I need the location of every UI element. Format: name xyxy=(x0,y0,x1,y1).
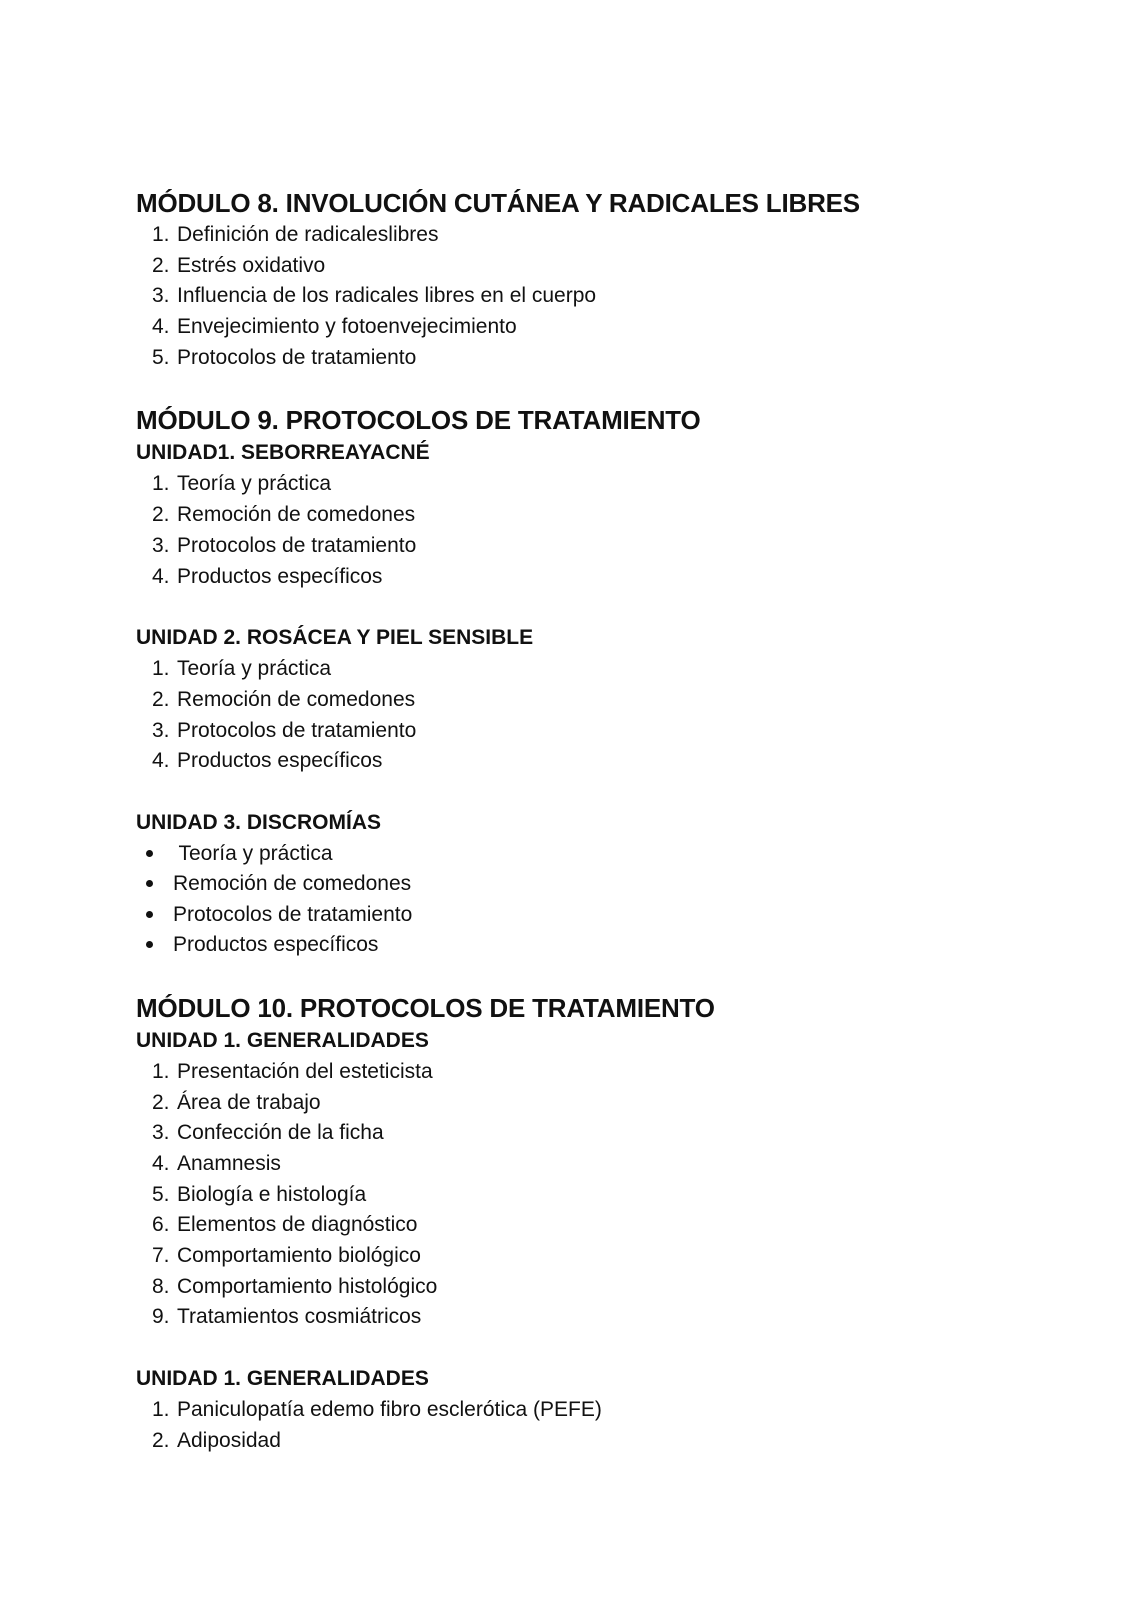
list-item xyxy=(136,1272,1036,1303)
item-text: Protocolos de tratamiento xyxy=(177,345,417,369)
list-item xyxy=(136,685,1036,716)
list-item xyxy=(136,531,1036,562)
unit-heading: UNIDAD 2. ROSÁCEA Y PIEL SENSIBLE xyxy=(136,626,534,650)
item-text: Paniculopatía edemo fibro esclerótica (PEFE) xyxy=(177,1398,602,1422)
item-text: Teoría y práctica xyxy=(173,841,333,865)
list-item xyxy=(136,220,1036,251)
item-text: Teoría y práctica xyxy=(177,472,332,496)
item-text: Productos específicos xyxy=(177,749,383,773)
item-number: 3. xyxy=(152,533,170,557)
item-number: 2. xyxy=(152,253,170,277)
unit-bullet-list xyxy=(136,839,1036,961)
item-number: 5. xyxy=(152,1182,170,1206)
list-item xyxy=(136,312,1036,343)
item-number: 1. xyxy=(152,1398,170,1422)
list-item xyxy=(136,1395,1036,1426)
item-text: Influencia de los radicales libres en el cuerpo xyxy=(177,284,597,308)
list-item xyxy=(136,930,1036,961)
item-number: 1. xyxy=(152,657,170,681)
item-text: Comportamiento biológico xyxy=(177,1244,421,1268)
list-item xyxy=(136,343,1036,374)
bullet-icon xyxy=(146,911,153,918)
item-text: Protocolos de tratamiento xyxy=(177,718,417,742)
item-text: Productos específicos xyxy=(173,933,379,957)
item-number: 1. xyxy=(152,1059,170,1083)
document-page xyxy=(136,187,1036,1457)
unit-list xyxy=(136,1057,1036,1333)
item-number: 3. xyxy=(152,1121,170,1145)
list-item xyxy=(136,1118,1036,1149)
item-number: 2. xyxy=(152,1090,170,1114)
item-text: Anamnesis xyxy=(177,1152,281,1175)
item-text: Área de trabajo xyxy=(177,1090,321,1114)
list-item xyxy=(136,251,1036,282)
unit-heading: UNIDAD 1. GENERALIDADES xyxy=(136,1028,429,1052)
item-text: Envejecimiento y fotoenvejecimiento xyxy=(177,315,517,339)
item-number: 3. xyxy=(152,718,170,742)
list-item xyxy=(136,1426,1036,1457)
list-item xyxy=(136,654,1036,685)
item-text: Biología e histología xyxy=(177,1182,367,1206)
unit-heading: UNIDAD 3. DISCROMÍAS xyxy=(136,810,382,834)
item-text: Presentación del esteticista xyxy=(177,1059,433,1083)
item-number: 4. xyxy=(152,749,170,773)
list-item xyxy=(136,500,1036,531)
item-text: Definición de radicaleslibres xyxy=(177,223,439,246)
item-text: Teoría y práctica xyxy=(177,657,332,681)
list-item xyxy=(136,716,1036,747)
list-item xyxy=(136,1302,1036,1333)
module-8-list xyxy=(136,220,1036,373)
bullet-icon xyxy=(146,850,153,857)
item-number: 4. xyxy=(152,1152,170,1175)
list-item xyxy=(136,469,1036,500)
list-item xyxy=(136,1241,1036,1272)
unit-heading: UNIDAD1. SEBORREAYACNÉ xyxy=(136,441,430,465)
item-text: Elementos de diagnóstico xyxy=(177,1213,418,1237)
item-number: 1. xyxy=(152,223,170,246)
item-text: Confección de la ficha xyxy=(177,1121,384,1145)
item-number: 4. xyxy=(152,564,170,588)
unit-list xyxy=(136,469,1036,592)
item-text: Tratamientos cosmiátricos xyxy=(177,1305,422,1329)
list-item xyxy=(136,1210,1036,1241)
list-item xyxy=(136,900,1036,931)
bullet-icon xyxy=(146,941,153,948)
item-number: 1. xyxy=(152,472,170,496)
item-text: Remoción de comedones xyxy=(177,687,416,711)
list-item xyxy=(136,1057,1036,1088)
item-number: 7. xyxy=(152,1244,170,1268)
item-text: Adiposidad xyxy=(177,1428,281,1452)
module-10-heading: MÓDULO 10. PROTOCOLOS DE TRATAMIENTO xyxy=(136,992,715,1023)
item-number: 3. xyxy=(152,284,170,308)
list-item xyxy=(136,746,1036,777)
item-number: 2. xyxy=(152,687,170,711)
bullet-icon xyxy=(146,880,153,887)
list-item xyxy=(136,1149,1036,1180)
item-number: 5. xyxy=(152,345,170,369)
list-item xyxy=(136,1180,1036,1211)
item-text: Comportamiento histológico xyxy=(177,1274,438,1298)
item-text: Productos específicos xyxy=(177,564,383,588)
list-item xyxy=(136,839,1036,870)
item-text: Protocolos de tratamiento xyxy=(173,902,413,926)
list-item xyxy=(136,562,1036,593)
module-8-heading: MÓDULO 8. INVOLUCIÓN CUTÁNEA Y RADICALES LIBRES xyxy=(136,188,860,218)
list-item xyxy=(136,281,1036,312)
list-item xyxy=(136,1088,1036,1119)
item-number: 2. xyxy=(152,1428,170,1452)
item-number: 2. xyxy=(152,503,170,527)
unit-heading: UNIDAD 1. GENERALIDADES xyxy=(136,1367,429,1391)
unit-list xyxy=(136,654,1036,777)
item-number: 6. xyxy=(152,1213,170,1237)
item-number: 4. xyxy=(152,315,170,339)
item-number: 9. xyxy=(152,1305,170,1329)
item-number: 8. xyxy=(152,1274,170,1298)
module-9-heading: MÓDULO 9. PROTOCOLOS DE TRATAMIENTO xyxy=(136,405,701,436)
item-text: Remoción de comedones xyxy=(173,872,412,896)
item-text: Protocolos de tratamiento xyxy=(177,533,417,557)
item-text: Estrés oxidativo xyxy=(177,253,326,277)
item-text: Remoción de comedones xyxy=(177,503,416,527)
list-item xyxy=(136,869,1036,900)
unit-list xyxy=(136,1395,1036,1456)
